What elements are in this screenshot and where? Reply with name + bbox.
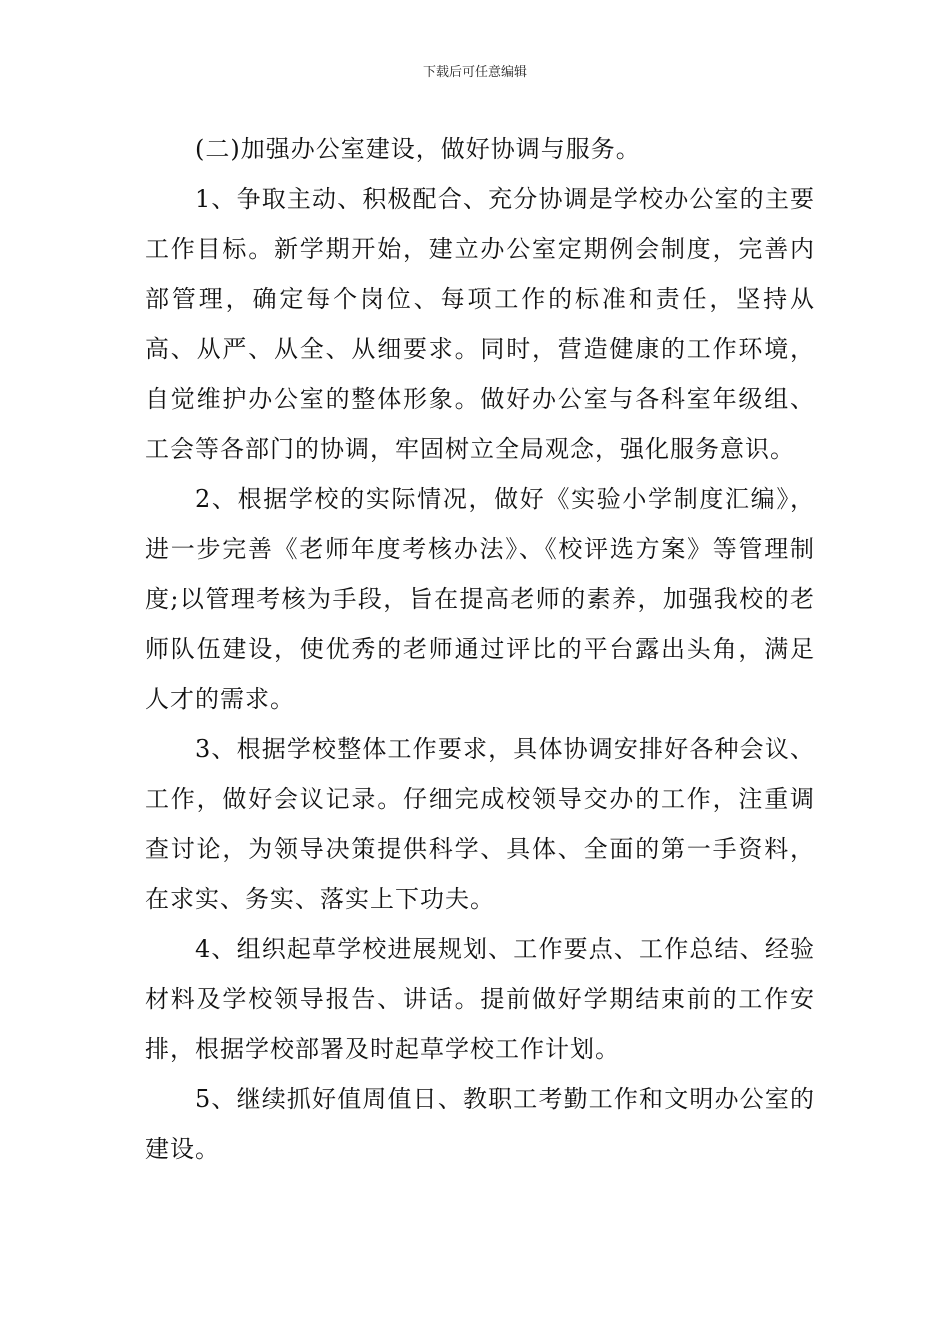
paragraph-3: 3、根据学校整体工作要求，具体协调安排好各种会议、工作，做好会议记录。仔细完成校领导交办的工作，注重调查讨论，为领导决策提供科学、具体、全面的第一手资料，在求实、务实、落实上下功夫。 xyxy=(145,735,815,913)
page-header: 下载后可任意编辑 xyxy=(422,65,527,80)
paragraph-4: 4、组织起草学校进展规划、工作要点、工作总结、经验材料及学校领导报告、讲话。提前做好学期结束前的工作安排，根据学校部署及时起草学校工作计划。 xyxy=(145,935,815,1063)
paragraph-5: 5、继续抓好值周值日、教职工考勤工作和文明办公室的建设。 xyxy=(145,1085,815,1163)
section-heading: (二)加强办公室建设，做好协调与服务。 xyxy=(195,135,641,163)
paragraph-2: 2、根据学校的实际情况，做好《实验小学制度汇编》，进一步完善《老师年度考核办法》、《校评选方案》等管理制度;以管理考核为手段，旨在提高老师的素养，加强我校的老师队伍建设，使优秀的老师通过评比的平台露出头角，满足人才的需求。 xyxy=(145,485,815,713)
paragraph-1: 1、争取主动、积极配合、充分协调是学校办公室的主要工作目标。新学期开始，建立办公室定期例会制度，完善内部管理，确定每个岗位、每项工作的标准和责任，坚持从高、从严、从全、从细要求。同时，营造健康的工作环境，自觉维护办公室的整体形象。做好办公室与各科室年级组、工会等各部门的协调，牢固树立全局观念，强化服务意识。 xyxy=(145,185,815,463)
document-body xyxy=(145,124,815,1174)
